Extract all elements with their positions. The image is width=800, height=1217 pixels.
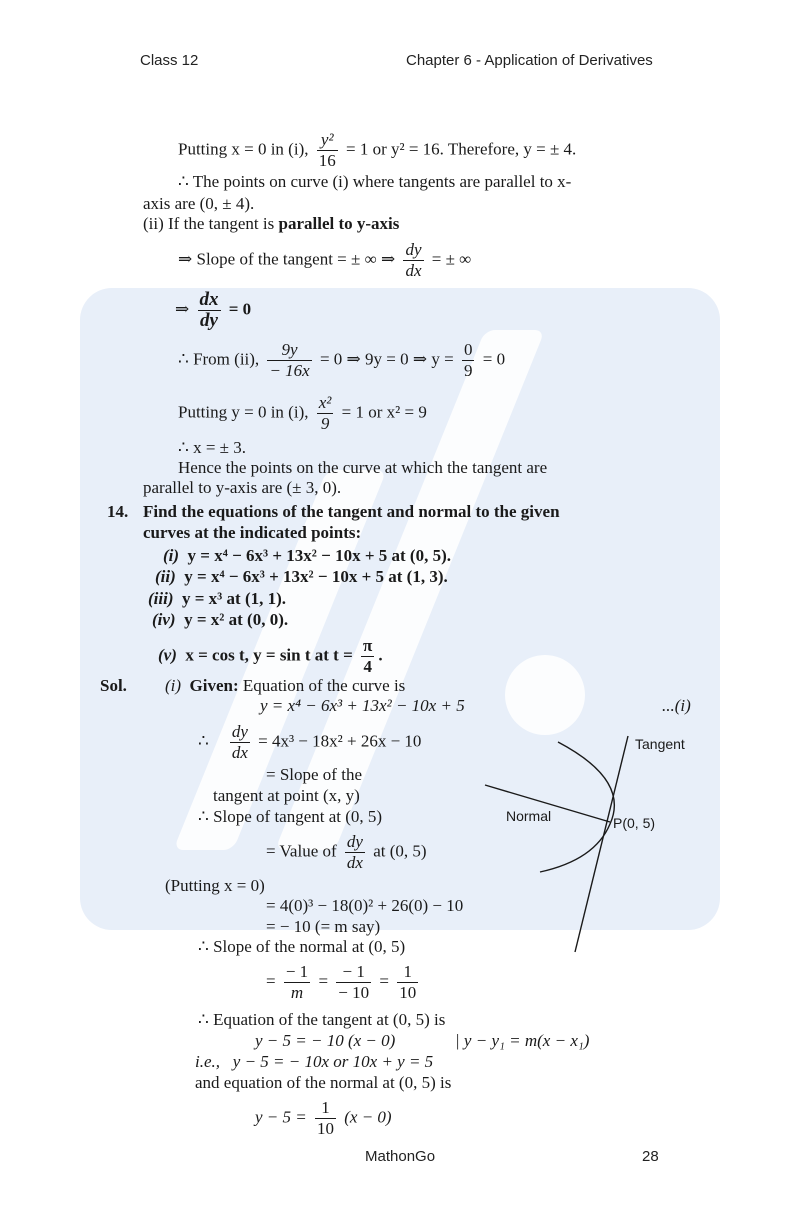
footer-page-number: 28: [642, 1148, 659, 1165]
question-text-1: Find the equations of the tangent and normal to the given: [143, 502, 560, 521]
sol-value-of: [266, 832, 427, 873]
curve: [540, 742, 614, 872]
numerator: 0: [463, 340, 473, 359]
bold-text: Given:: [189, 676, 239, 695]
sol-tangent-eq: y − 5 = − 10 (x − 0): [255, 1031, 396, 1050]
text: i.e.,: [195, 1052, 221, 1071]
fraction: [267, 340, 311, 381]
line-putting-x0: [178, 130, 576, 171]
part-text: x = cos t, y = sin t at t =: [185, 645, 353, 665]
sol-point-slope-note: | y − y₁ = m(x − x₁): [455, 1031, 590, 1050]
line-points-on-curve: ∴ The points on curve (i) where tangents are parallel to x-: [178, 172, 572, 191]
denominator: 10: [317, 1119, 334, 1138]
denominator: dx: [346, 853, 363, 872]
text: = ± ∞: [431, 249, 472, 269]
text: Putting x = 0 in (i),: [178, 139, 309, 159]
text: y − 5 =: [255, 1107, 307, 1127]
text: ∴ From (ii),: [178, 349, 260, 369]
sol-equation-ref: ...(i): [662, 696, 691, 715]
part-label: (iv): [152, 610, 176, 629]
part-text: y = x⁴ − 6x³ + 13x² − 10x + 5 at (1, 3).: [184, 567, 448, 586]
fraction: [361, 636, 374, 677]
text: = 0: [228, 299, 252, 319]
sol-equation: y = x⁴ − 6x³ + 13x² − 10x + 5: [260, 696, 465, 715]
line-axis-are: axis are (0, ± 4).: [143, 194, 255, 213]
sol-tangent-eq-heading: ∴ Equation of the tangent at (0, 5) is: [198, 1010, 446, 1029]
fraction: [317, 393, 334, 434]
text: at (0, 5): [373, 841, 427, 861]
header-class: Class 12: [140, 52, 199, 69]
text: = 0 ⇒ 9y = 0 ⇒ y =: [319, 349, 454, 369]
line-from-ii: [178, 340, 505, 381]
sol-tangent-at-point: tangent at point (x, y): [213, 786, 360, 805]
text: y − 5 = − 10x or 10x + y = 5: [232, 1052, 434, 1071]
sol-normal-eq: [255, 1098, 392, 1139]
line-putting-y0: [178, 393, 427, 434]
text: = 0: [482, 349, 506, 369]
header-chapter: Chapter 6 - Application of Derivatives: [406, 52, 653, 69]
numerator: − 1: [285, 962, 309, 981]
question-number: 14.: [107, 502, 129, 521]
line-dxdy-zero: [175, 290, 251, 331]
sol-slope-of-the: = Slope of the: [266, 765, 362, 784]
denominator: m: [290, 983, 304, 1002]
fraction: [397, 962, 418, 1003]
text: Putting y = 0 in (i),: [178, 402, 309, 422]
tangent-line: [575, 736, 628, 952]
numerator: dy: [231, 722, 248, 741]
solution-label: Sol.: [100, 676, 127, 695]
text: = 4x³ − 18x² + 26x − 10: [258, 731, 422, 751]
fraction: [336, 962, 371, 1003]
line-x-pm3: ∴ x = ± 3.: [178, 438, 246, 457]
question-part-iii: [148, 589, 286, 609]
sol-normal-slope-calc: [266, 962, 422, 1003]
part-label: (v): [158, 645, 177, 665]
numerator: x²: [318, 393, 332, 412]
question-part-i: [163, 546, 451, 566]
fraction: [284, 962, 310, 1003]
sol-given: [165, 676, 405, 696]
sol-slope-normal: ∴ Slope of the normal at (0, 5): [198, 937, 406, 956]
tangent-normal-diagram: [470, 720, 710, 960]
part-text: y = x³ at (1, 1).: [182, 589, 287, 608]
text: =: [379, 971, 389, 991]
fraction: [198, 290, 221, 331]
question-part-iv: [152, 610, 288, 630]
sol-derivative: [198, 722, 421, 763]
denominator: 9: [320, 414, 330, 433]
numerator: dy: [405, 240, 422, 259]
bold-text: parallel to y-axis: [278, 214, 400, 233]
line-slope-infinity: [178, 240, 471, 281]
footer-brand: MathonGo: [365, 1148, 436, 1165]
text: = 1 or x² = 9: [341, 402, 427, 422]
numerator: π: [363, 636, 373, 655]
text: (ii) If the tangent is: [143, 214, 279, 233]
point-label: P(0, 5): [613, 815, 656, 831]
numerator: 1: [397, 962, 418, 983]
text: ⇒ Slope of the tangent = ± ∞ ⇒: [178, 249, 396, 269]
line-hence: Hence the points on the curve at which the tangent are: [178, 458, 548, 477]
numerator: − 1: [336, 962, 371, 983]
sol-compute: = 4(0)³ − 18(0)² + 26(0) − 10: [266, 896, 464, 915]
line-parallel-are: parallel to y-axis are (± 3, 0).: [143, 478, 342, 497]
part-label: (i): [165, 676, 182, 695]
sol-ie-line: [195, 1052, 433, 1072]
sol-putting-x0: (Putting x = 0): [165, 876, 265, 895]
text: ∴: [198, 731, 209, 751]
part-label: (ii): [155, 567, 176, 586]
diagram-svg: [470, 720, 710, 960]
text: =: [318, 971, 329, 991]
fraction: [403, 240, 423, 281]
sol-normal-eq-heading: and equation of the normal at (0, 5) is: [195, 1073, 452, 1092]
part-text: y = x⁴ − 6x³ + 13x² − 10x + 5 at (0, 5).: [187, 546, 452, 565]
part-text: y = x² at (0, 0).: [184, 610, 289, 629]
denominator: dx: [231, 743, 248, 762]
text: (x − 0): [344, 1107, 392, 1127]
fraction: [230, 722, 250, 763]
text: = 1 or y² = 16. Therefore, y = ± 4.: [345, 139, 577, 159]
text: = Value of: [266, 841, 337, 861]
line-parallel-y-axis: [143, 214, 399, 234]
denominator: 16: [318, 151, 336, 170]
fraction: [315, 1098, 336, 1139]
denominator: dy: [200, 310, 218, 331]
normal-label: Normal: [506, 808, 552, 824]
denominator: − 16x: [269, 361, 310, 380]
denominator: − 10: [338, 983, 370, 1002]
sol-m-value: = − 10 (= m say): [266, 917, 381, 936]
denominator: dx: [405, 261, 422, 280]
text: ⇒: [175, 299, 190, 319]
question-part-ii: [155, 567, 448, 587]
numerator: 1: [315, 1098, 336, 1119]
fraction: [345, 832, 365, 873]
text: =: [266, 971, 276, 991]
numerator: 9y: [267, 340, 311, 361]
question-part-v: (v) x = cos t, y = sin t at t = $\frac{\pi}{4}$ .: [158, 636, 383, 676]
numerator: y²: [317, 130, 338, 151]
denominator: 9: [463, 361, 473, 380]
sol-slope-tangent-05: ∴ Slope of tangent at (0, 5): [198, 807, 383, 826]
question-text-2: curves at the indicated points:: [143, 523, 362, 542]
part-label: (iii): [148, 589, 174, 608]
text: Equation of the curve is: [242, 676, 406, 695]
numerator: dx: [199, 289, 219, 310]
denominator: 4: [363, 657, 372, 676]
part-label: (i): [163, 546, 180, 565]
numerator: dy: [346, 832, 363, 851]
fraction: [462, 340, 475, 381]
tangent-label: Tangent: [635, 736, 685, 752]
fraction: [317, 130, 338, 171]
denominator: 10: [399, 983, 417, 1002]
